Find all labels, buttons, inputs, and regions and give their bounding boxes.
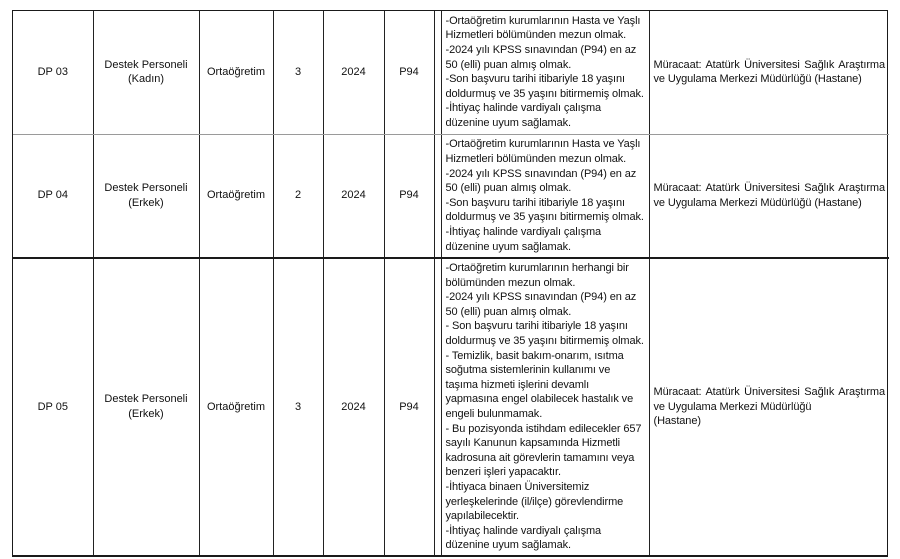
requirement-item: -2024 yılı KPSS sınavından (P94) en az 50 (elli) puan almış olmak. bbox=[445, 291, 637, 318]
requirement-item: -Son başvuru tarihi itibariyle 18 yaşını doldurmuş ve 35 yaşını bitirmemiş olmak. bbox=[445, 196, 644, 224]
requirements-cell bbox=[441, 134, 649, 258]
requirement-item: -İhtiyaç halinde vardiyalı çalışma düzenine uyum sağlamak. bbox=[445, 225, 602, 253]
application-line: ve Uygulama Merkezi Müdürlüğü (Hastane) bbox=[653, 196, 862, 209]
table-row-dp03 bbox=[13, 11, 889, 134]
requirement-item: -2024 yılı KPSS sınavından (P94) en az 50 (elli) puan almış olmak. bbox=[445, 167, 637, 195]
quota-cell: 3 bbox=[273, 258, 323, 555]
quota-cell: 2 bbox=[273, 134, 323, 258]
kpss-year-cell: 2024 bbox=[323, 11, 384, 134]
job-postings-table-frame bbox=[12, 10, 888, 557]
kpss-score-type-cell: P94 bbox=[384, 134, 434, 258]
requirement-item: -2024 yılı KPSS sınavından (P94) en az 50 (elli) puan almış olmak. bbox=[445, 44, 637, 71]
requirement-item: - Son başvuru tarihi itibariyle 18 yaşını doldurmuş ve 35 yaşını bitirmemiş olmak. bbox=[445, 320, 644, 347]
requirement-item: -Ortaöğretim kurumlarının Hasta ve Yaşlı Hizmetleri bölümünden mezun olmak. bbox=[445, 138, 641, 165]
table-row-dp05 bbox=[13, 258, 889, 555]
column-divider-gap bbox=[434, 11, 441, 134]
application-place-cell bbox=[649, 11, 889, 134]
requirement-item: -Ortaöğretim kurumlarının Hasta ve Yaşlı Hizmetleri bölümünden mezun olmak. bbox=[445, 14, 641, 42]
position-title-cell: Destek Personeli (Erkek) bbox=[93, 134, 199, 258]
requirement-item: -Son başvuru tarihi itibariyle 18 yaşını doldurmuş ve 35 yaşını bitirmemiş olmak. bbox=[445, 73, 644, 100]
kpss-score-type-cell: P94 bbox=[384, 11, 434, 134]
requirements-cell bbox=[441, 258, 649, 555]
kpss-year-cell: 2024 bbox=[323, 134, 384, 258]
requirement-item: -İhtiyaç halinde vardiyalı çalışma düzenine uyum sağlamak. bbox=[445, 524, 602, 552]
application-line: Müracaat: Atatürk Üniversitesi Sağlık Araştırma bbox=[653, 386, 885, 399]
application-line: ve Uygulama Merkezi Müdürlüğü bbox=[653, 400, 812, 413]
position-title-cell: Destek Personeli (Kadın) bbox=[93, 11, 199, 134]
application-line: Müracaat: Atatürk Üniversitesi Sağlık Araştırma bbox=[653, 182, 885, 195]
column-divider-gap bbox=[434, 134, 441, 258]
kpss-score-type-cell: P94 bbox=[384, 258, 434, 555]
requirement-item: - Bu pozisyonda istihdam edilecekler 657 sayılı Kanunun kapsamında Hizmetli kadrosuna ait görevlerin tamamını veya benzeri işleri yapacaktır. bbox=[445, 422, 642, 479]
job-postings-table bbox=[13, 11, 889, 555]
requirement-item: - Temizlik, basit bakım-onarım, ısıtma soğutma sistemlerinin kullanımı ve taşıma hizmeti işlerini devamlı yapmasına engel olabilecek hastalık ve engeli bulunmamak. bbox=[445, 349, 634, 420]
position-code-cell: DP 03 bbox=[13, 11, 93, 134]
position-title-cell: Destek Personeli (Erkek) bbox=[93, 258, 199, 555]
application-line: ve Uygulama Merkezi Müdürlüğü (Hastane) bbox=[653, 73, 862, 86]
application-place-cell bbox=[649, 134, 889, 258]
requirements-cell bbox=[441, 11, 649, 134]
table-row-dp04 bbox=[13, 134, 889, 258]
requirement-item: -Ortaöğretim kurumlarının herhangi bir bölümünden mezun olmak. bbox=[445, 262, 629, 289]
education-level-cell: Ortaöğretim bbox=[199, 258, 273, 555]
kpss-year-cell: 2024 bbox=[323, 258, 384, 555]
application-line: Müracaat: Atatürk Üniversitesi Sağlık Araştırma bbox=[653, 58, 885, 71]
quota-cell: 3 bbox=[273, 11, 323, 134]
position-code-cell: DP 05 bbox=[13, 258, 93, 555]
application-line: (Hastane) bbox=[653, 415, 701, 428]
position-code-cell: DP 04 bbox=[13, 134, 93, 258]
application-place-cell bbox=[649, 258, 889, 555]
requirement-item: -İhtiyaç halinde vardiyalı çalışma düzenine uyum sağlamak. bbox=[445, 102, 602, 130]
requirement-item: -İhtiyaca binaen Üniversitemiz yerleşkelerinde (il/ilçe) görevlendirme yapılabilecektir. bbox=[445, 480, 624, 523]
column-divider-gap bbox=[434, 258, 441, 555]
education-level-cell: Ortaöğretim bbox=[199, 11, 273, 134]
education-level-cell: Ortaöğretim bbox=[199, 134, 273, 258]
